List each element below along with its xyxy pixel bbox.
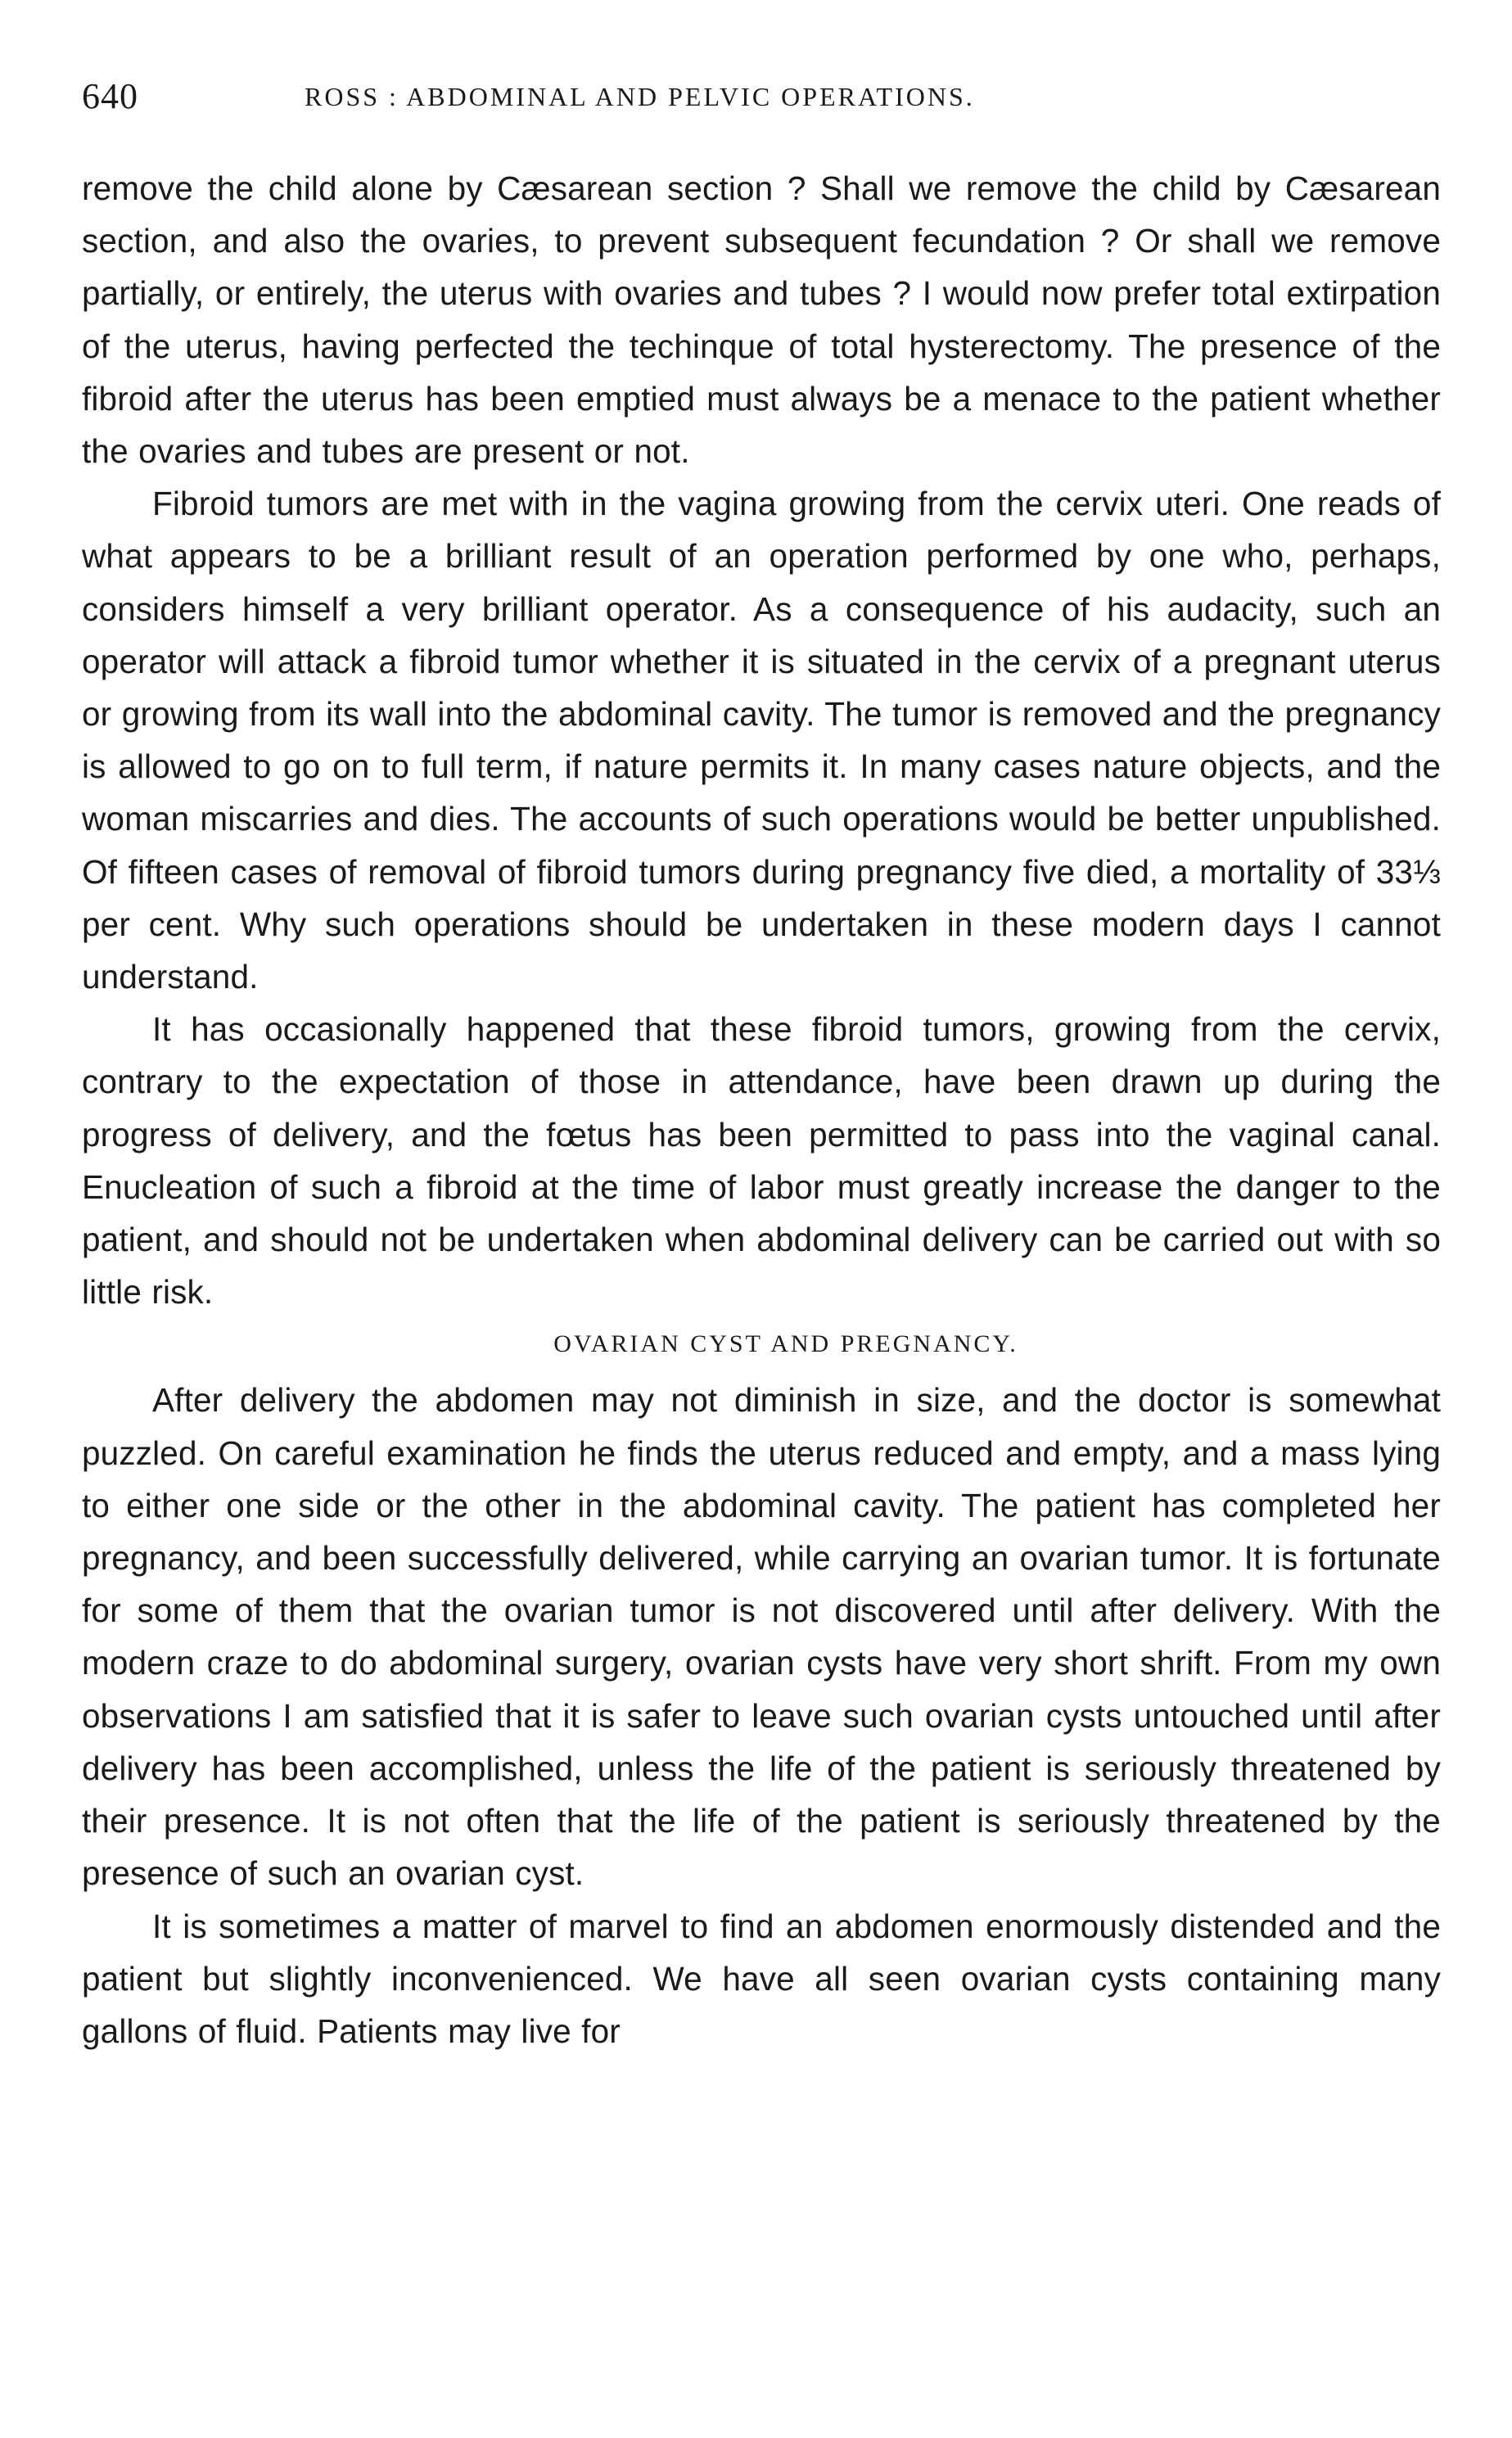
page-number: 640 bbox=[82, 76, 138, 116]
paragraph-fibroid-cervix-delivery: It has occasionally happened that these fibroid tumors, growing from the cervix, contrary to the expectation of those in attendance, have been drawn up during the progress of delivery, and the fœtus has been permitted to pass into the vaginal canal. Enucleation of such a fibroid at the time of labor must greatly increase the danger to the patient, and should not be undertaken when abdominal delivery can be carried out with so little risk. bbox=[82, 1010, 1441, 1312]
running-head: ROSS : ABDOMINAL AND PELVIC OPERATIONS. bbox=[305, 82, 975, 111]
page-header bbox=[82, 75, 1441, 128]
paragraph-fibroid-vagina: Fibroid tumors are met with in the vagina growing from the cervix uteri. One reads of what appears to be a brilliant result of an operation performed by one who, perhaps, considers himself a very brilliant operator. As a consequence of his audacity, such an operator will attack a fibroid tumor whether it is situated in the cervix of a pregnant uterus or growing from its wall into the abdominal cavity. The tumor is removed and the pregnancy is allowed to go on to full term, if nature permits it. In many cases nature objects, and the woman miscarries and dies. The accounts of such operations would be better unpublished. Of fifteen cases of removal of fibroid tumors during pregnancy five died, a mortality of 33⅓ per cent. Why such operations should be undertaken in these modern days I cannot understand. bbox=[82, 485, 1441, 996]
page-body bbox=[82, 162, 1441, 2057]
paragraph-ovarian-distension: It is sometimes a matter of marvel to find an abdomen enormously distended and the patient but slightly inconvenienced. We have all seen ovarian cysts containing many gallons of fluid. Patients may live for bbox=[82, 1907, 1441, 2050]
paragraph-cesarean-continuation: remove the child alone by Cæsarean section ? Shall we remove the child by Cæsarean section, and also the ovaries, to prevent subsequent fecundation ? Or shall we remove partially, or entirely, the uterus with ovaries and tubes ? I would now prefer total extirpation of the uterus, having perfected the techinque of total hysterectomy. The presence of the fibroid after the uterus has been emptied must always be a menace to the patient whether the ovaries and tubes are present or not. bbox=[82, 169, 1441, 471]
section-heading: OVARIAN CYST AND PREGNANCY. bbox=[553, 1330, 1018, 1358]
book-page bbox=[82, 75, 1441, 2057]
paragraph-ovarian-after-delivery: After delivery the abdomen may not diminish in size, and the doctor is somewhat puzzled. On careful examination he finds the uterus reduced and empty, and a mass lying to either one side or the other in the abdominal cavity. The patient has completed her pregnancy, and been successfully delivered, while carrying an ovarian tumor. It is fortunate for some of them that the ovarian tumor is not discovered until after delivery. With the modern craze to do abdominal surgery, ovarian cysts have very short shrift. From my own observations I am satisfied that it is safer to leave such ovarian cysts untouched until after delivery has been accomplished, unless the life of the patient is seriously threatened by their presence. It is not often that the life of the patient is seriously threatened by the presence of such an ovarian cyst. bbox=[82, 1381, 1441, 1893]
